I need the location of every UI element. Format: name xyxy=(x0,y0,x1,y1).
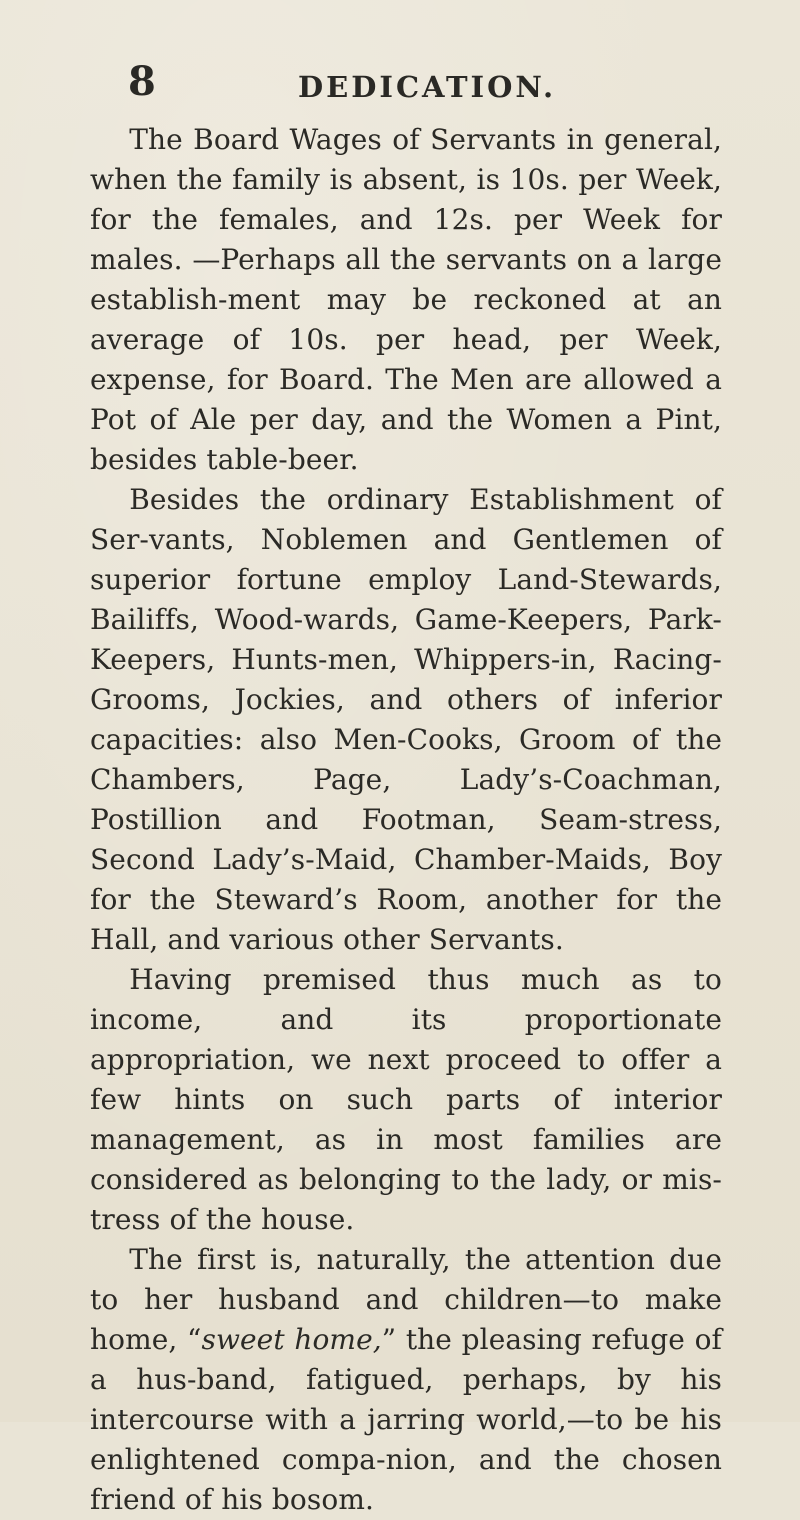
paragraph-husband-home-italic: sweet home, xyxy=(201,1323,382,1356)
running-title: DEDICATION. xyxy=(298,70,557,104)
paragraph-board-wages: The Board Wages of Servants in general, when the family is absent, is 10s. per Week, for the females, and 12s. per Week for males. —Perhaps all the servants on a large establish-ment may be reckoned at an average of 10s. per head, per Week, expense, for Board. The Men are allowed a Pot of Ale per day, and the Women a Pint, besides table-beer. xyxy=(90,123,722,476)
page-header xyxy=(0,58,800,122)
paragraph-husband-home-end: ” the pleasing refuge of a hus-band, fatigued, perhaps, by his intercourse with a jarring world,—to be his enlightened compa-nion, and the chosen friend of his bosom. xyxy=(90,1323,722,1516)
page-number: 8 xyxy=(128,58,156,105)
body-text xyxy=(90,120,722,1520)
paragraph-husband-home xyxy=(90,1240,722,1520)
paragraph-husband-home-start: The first is, naturally, the attention due to her husband and children—to make home, “ xyxy=(90,1243,722,1356)
paragraph-interior-management: Having premised thus much as to income, and its proportionate appropriation, we next proceed to offer a few hints on such parts of interior management, as in most families are considered as belonging to the lady, or mis-tress of the house. xyxy=(90,963,722,1236)
paragraph-servant-roles: Besides the ordinary Establishment of Ser-vants, Noblemen and Gentlemen of superior fortune employ Land-Stewards, Bailiffs, Wood-wards, Game-Keepers, Park-Keepers, Hunts-men, Whippers-in, Racing-Grooms, Jockies, and others of inferior capacities: also Men-Cooks, Groom of the Chambers, Page, Lady’s-Coachman, Postillion and Footman, Seam-stress, Second Lady’s-Maid, Chamber-Maids, Boy for the Steward’s Room, another for the Hall, and various other Servants. xyxy=(90,483,722,956)
